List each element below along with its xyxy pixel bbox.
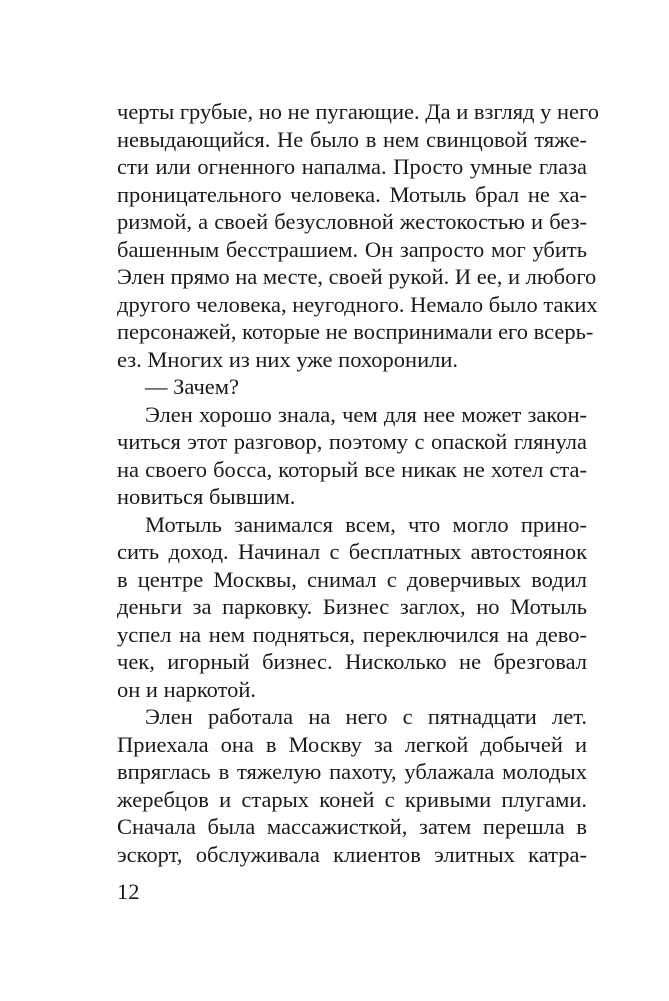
text-line: новиться бывшим. (117, 484, 296, 509)
text-line: чек, игорный бизнес. Нисколько не брезговал (117, 649, 587, 674)
text-line: деньги за парковку. Бизнес заглох, но Мотыль (117, 594, 587, 619)
text-line: Приехала она в Москву за легкой добычей и (117, 732, 587, 757)
text-line: персонажей, которые не воспринимали его всерь- (117, 319, 594, 344)
text-line: сти или огненного напалма. Просто умные глаза (117, 154, 587, 179)
text-line: черты грубые, но не пугающие. Да и взгляд у него (117, 99, 599, 124)
text-line: эскорт, обслуживала клиентов элитных катра- (117, 842, 587, 867)
text-line: в центре Москвы, снимал с доверчивых водил (117, 567, 587, 592)
text-line: другого человека, неугодного. Немало было таких (117, 292, 598, 317)
text-line: ез. Многих из них уже похоронили. (117, 347, 459, 372)
paragraph-first-line: Элен работала на него с пятнадцати лет. (145, 704, 587, 729)
text-line: ризмой, а своей безусловной жестокостью и без- (117, 209, 587, 234)
text-line: башенным бесстрашием. Он запросто мог убить (117, 237, 587, 262)
dialogue-line: — Зачем? (145, 374, 240, 399)
paragraph-first-line: Мотыль занимался всем, что могло прино- (145, 512, 587, 537)
text-line: впряглась в тяжелую пахоту, ублажала молодых (117, 759, 587, 784)
text-line: успел на нем подняться, переключился на дево- (117, 622, 587, 647)
text-line: проницательного человека. Мотыль брал не ха- (117, 182, 587, 207)
text-line: на своего босса, который все никак не хотел ста- (117, 457, 587, 482)
text-line: жеребцов и старых коней с кривыми плугами. (117, 787, 587, 812)
text-line: Элен прямо на месте, своей рукой. И ее, и любого (117, 264, 597, 289)
page-number: 12 (117, 879, 140, 904)
text-line: сить доход. Начинал с бесплатных автостоянок (117, 539, 587, 564)
paragraph-first-line: Элен хорошо знала, чем для нее может закон- (145, 402, 587, 427)
text-line: он и наркотой. (117, 677, 257, 702)
text-line: невыдающийся. Не было в нем свинцовой тяже- (117, 127, 587, 152)
text-line: читься этот разговор, поэтому с опаской глянула (117, 429, 587, 454)
text-line: Сначала была массажисткой, затем перешла в (117, 814, 587, 839)
